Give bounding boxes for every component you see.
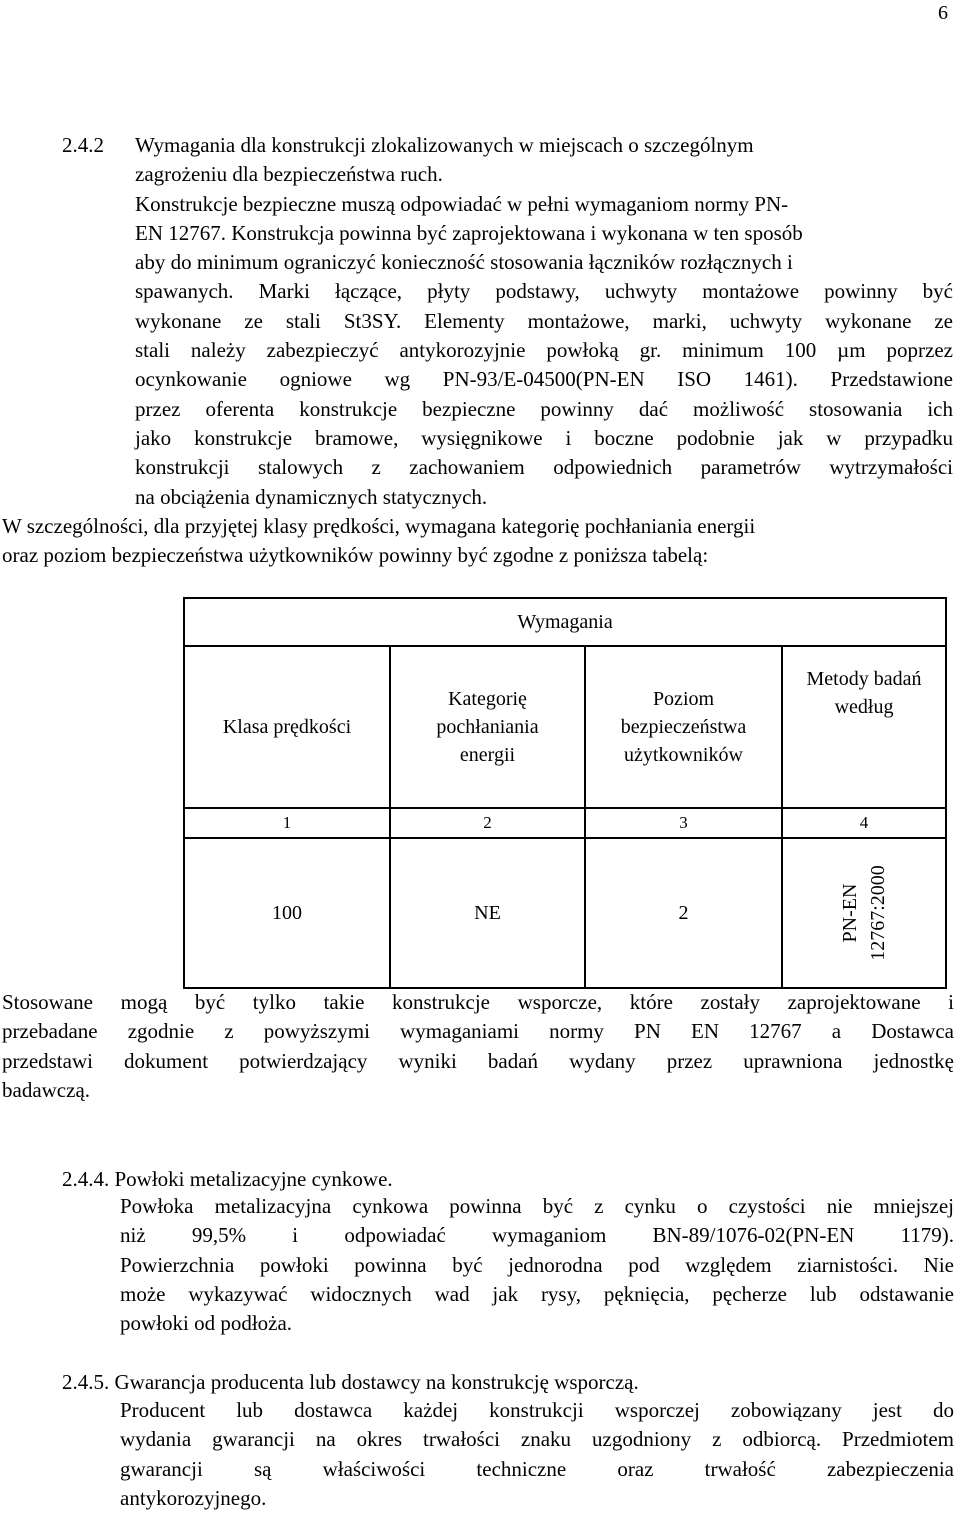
text-line: Konstrukcje bezpieczne muszą odpowiadać w pełni wymaganiom normy PN-: [135, 191, 789, 216]
text-line: przez oferenta konstrukcje bezpieczne powinny dać możliwość stosowania ich: [135, 396, 953, 421]
table-row: [184, 838, 946, 988]
text-line: może wykazywać widocznych wad jak rysy, pęknięcia, pęcherze lub odstawanie: [120, 1281, 954, 1306]
text-line: spawanych. Marki łączące, płyty podstawy, uchwyty montażowe powinny być: [135, 279, 953, 304]
text-line: Producent lub dostawca każdej konstrukcji wsporczej zobowiązany jest do: [120, 1398, 954, 1422]
column-header: Klasa prędkości: [184, 646, 390, 808]
column-header-text: Poziom bezpieczeństwa użytkowników: [620, 688, 747, 766]
text-line: stali należy zabezpieczyć antykorozyjnie powłoką gr. minimum 100 µm poprzez: [135, 338, 953, 363]
table-row: [184, 808, 946, 838]
text-line: ocynkowanie ogniowe wg PN-93/E-04500(PN-EN ISO 1461). Przedstawione: [135, 367, 953, 392]
section-242-body: [135, 131, 953, 512]
text-line: gwarancji są właściwości techniczne oraz trwałość zabezpieczenia: [120, 1456, 954, 1481]
column-number: 3: [585, 808, 782, 838]
column-number: 2: [390, 808, 585, 838]
column-header: [390, 646, 585, 808]
text-line: EN 12767. Konstrukcja powinna być zaprojektowana i wykonana w ten sposób: [135, 220, 803, 245]
text-line: jako konstrukcje bramowe, wysięgnikowe i boczne podobnie jak w przypadku: [135, 425, 953, 450]
text-line: przedstawi dokument potwierdzający wyniki badań wydany przez uprawniona jednostkę: [2, 1048, 954, 1073]
requirements-table: [183, 597, 947, 989]
text-line: aby do minimum ograniczyć konieczność stosowania łączników rozłącznych i: [135, 250, 793, 275]
column-header-text: Kategorię pochłaniania energii: [436, 688, 539, 766]
section-244-body: [120, 1192, 954, 1338]
section-245-body: [120, 1396, 954, 1513]
column-header-text: Metody badań według: [806, 668, 922, 718]
text-line: na obciążenia dynamicznych statycznych.: [135, 484, 488, 509]
text-line: Powierzchnia powłoki powinna być jednorodna pod względem ziarnistości. Nie: [120, 1252, 954, 1277]
table-cell: 100: [184, 838, 390, 988]
section-245-title: 2.4.5. Gwarancja producenta lub dostawcy na konstrukcję wsporczą.: [62, 1370, 639, 1394]
after-table-paragraph: [2, 988, 954, 1105]
text-line: Stosowane mogą być tylko takie konstrukcje wsporcze, które zostały zaprojektowane i: [2, 990, 954, 1014]
table-cell: [782, 838, 946, 988]
rotated-cell-text: PN-EN 12767:2000: [839, 865, 890, 961]
text-line: przebadane zgodnie z powyższymi wymaganiami normy PN EN 12767 a Dostawca: [2, 1019, 954, 1044]
text-line: wykonane ze stali St3SY. Elementy montażowe, marki, uchwyty wykonane ze: [135, 308, 953, 333]
text-line: niż 99,5% i odpowiadać wymaganiom BN-89/1076-02(PN-EN 1179).: [120, 1223, 954, 1248]
table-cell: NE: [390, 838, 585, 988]
text-line: badawczą.: [2, 1077, 91, 1102]
column-header: [782, 646, 946, 808]
column-number: 1: [184, 808, 390, 838]
section-number: 2.4.2: [62, 133, 104, 157]
column-header: [585, 646, 782, 808]
text-line: oraz poziom bezpieczeństwa użytkowników powinny być zgodne z poniższa tabelą:: [2, 543, 709, 568]
text-line: zagrożeniu dla bezpieczeństwa ruch.: [135, 162, 443, 187]
text-line: wydania gwarancji na okres trwałości znaku uzgodniony z odbiorcą. Przedmiotem: [120, 1427, 954, 1452]
text-line: konstrukcji stalowych z zachowaniem odpowiednich parametrów wytrzymałości: [135, 455, 953, 480]
column-number: 4: [782, 808, 946, 838]
intro-paragraph: [2, 512, 952, 571]
page-number: 6: [938, 2, 948, 24]
section-244-title: 2.4.4. Powłoki metalizacyjne cynkowe.: [62, 1167, 393, 1191]
text-line: powłoki od podłoża.: [120, 1311, 293, 1336]
text-line: Powłoka metalizacyjna cynkowa powinna być z cynku o czystości nie mniejszej: [120, 1194, 954, 1218]
text-line: W szczególności, dla przyjętej klasy prędkości, wymagana kategorię pochłaniania energii: [2, 514, 756, 538]
table-row: [184, 646, 946, 808]
table-row: [184, 598, 946, 646]
table-group-header: Wymagania: [184, 598, 946, 646]
table-cell: 2: [585, 838, 782, 988]
text-line: Wymagania dla konstrukcji zlokalizowanych w miejscach o szczególnym: [135, 133, 754, 157]
text-line: antykorozyjnego.: [120, 1485, 267, 1510]
